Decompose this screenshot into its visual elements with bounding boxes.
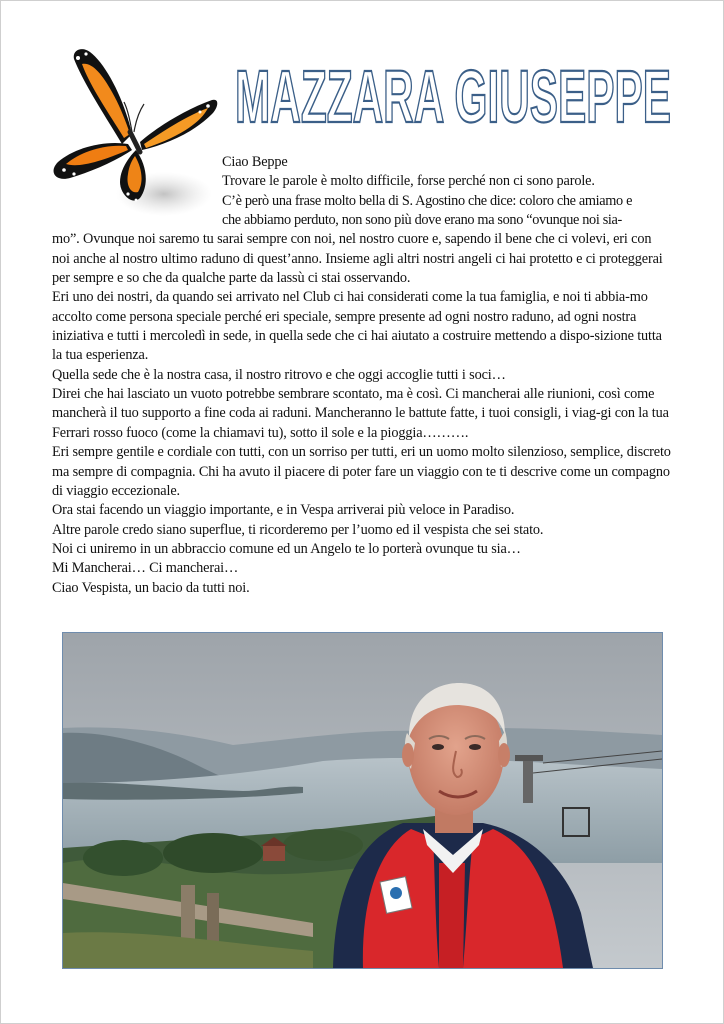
paragraph: mo”. Ovunque noi saremo tu sarai sempre con noi, nel nostro cuore e, sapendo il bene che ci volevi, eri con noi anche al nostro ultimo raduno di quest’anno. Insieme agli altri nostri angeli ci hai protetto e ci proteggerai per sempre e so che da qualche parte da lassù ci stai osservando.: [52, 231, 663, 287]
paragraph: C’è però una frase molto bella di S. Agostino che dice: coloro che amiamo e: [222, 192, 633, 209]
paragraph: Eri sempre gentile e cordiale con tutti, con un sorriso per tutti, eri un uomo molto silenzioso, semplice, discreto ma sempre di compagnia. Chi ha avuto il piacere di poter fare un viaggio con te ti descrive come un compagno di viaggio eccezionale.: [52, 444, 671, 499]
paragraph: Altre parole credo siano superflue, ti ricorderemo per l’uomo ed il vespista che sei stato.: [52, 521, 544, 538]
paragraph: Ora stai facendo un viaggio importante, e in Vespa arriverai più veloce in Paradiso.: [52, 502, 515, 519]
page-title: [232, 58, 674, 132]
paragraph: Mi Mancherai… Ci mancherai…: [52, 560, 239, 577]
title-text: MAZZARA GIUSEPPE: [235, 58, 671, 132]
paragraph: Noi ci uniremo in un abbraccio comune ed un Angelo te lo porterà ovunque tu sia…: [52, 540, 521, 557]
paragraph: Quella sede che è la nostra casa, il nostro ritrovo e che oggi accoglie tutti i soci…: [52, 366, 506, 383]
greeting: Ciao Beppe: [222, 154, 288, 170]
portrait-photo: [62, 632, 663, 969]
letter-body: [52, 153, 672, 598]
paragraph: Trovare le parole è molto difficile, forse perché non ci sono parole.: [222, 173, 595, 190]
closing: Ciao Vespista, un bacio da tutti noi.: [52, 579, 250, 596]
paragraph: che abbiamo perduto, non sono più dove erano ma sono “ovunque noi sia-: [222, 212, 622, 229]
paragraph: Direi che hai lasciato un vuoto potrebbe sembrare scontato, ma è così. Ci mancherai alle riunioni, così come mancherà il tuo supporto a fine coda ai raduni. Mancheranno le battute fatte, i tuoi consigli, i viag-gi con la tua Ferrari rosso fuoco (come la chiamavi tu), sotto il sole e la pioggia……….: [52, 386, 669, 441]
paragraph: Eri uno dei nostri, da quando sei arrivato nel Club ci hai considerati come la tua famiglia, e noi ti abbia-mo accolto come persona speciale perché eri speciale, sempre presente ad ogni nostro raduno, ad ogni nostra iniziativa e tutti i mercoledì in sede, in quella sede che ci hai aiutato a costruire mettendo a dispo-sizione tutta la tua esperienza.: [52, 289, 662, 364]
